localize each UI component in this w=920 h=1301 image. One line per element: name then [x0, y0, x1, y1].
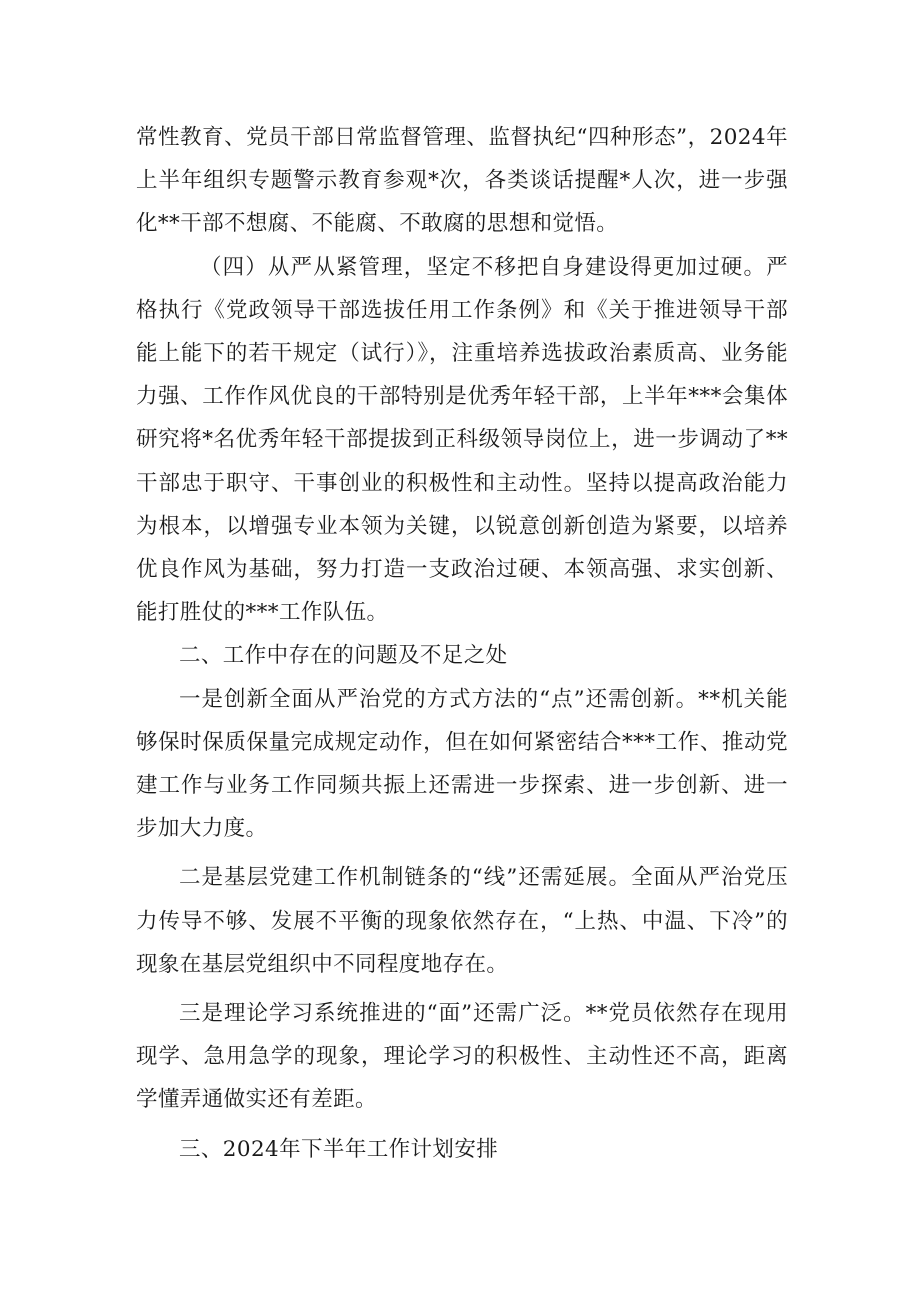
section-heading-problems: 二、工作中存在的问题及不足之处 [179, 643, 508, 669]
document-body [136, 116, 788, 1171]
paragraph-problem-three: 三是理论学习系统推进的“面”还需广泛。**党员依然存在现用现学、急用急学的现象，理论学习的积极性、主动性还不高，距离学懂弄通做实还有差距。 [136, 1001, 788, 1113]
section-heading-plan: 三、2024年下半年工作计划安排 [179, 1136, 499, 1162]
paragraph-problem-two: 二是基层党建工作机制链条的“线”还需延展。全面从严治党压力传导不够、发展不平衡的现象依然存在，“上热、中温、下冷”的现象在基层党组织中不同程度地存在。 [136, 865, 788, 977]
paragraph-continued: 常性教育、党员干部日常监督管理、监督执纪“四种形态”，2024年上半年组织专题警示教育参观*次，各类谈话提醒*人次，进一步强化**干部不想腐、不能腐、不敢腐的思想和觉悟。 [136, 125, 788, 237]
paragraph-section-four: （四）从严从紧管理，坚定不移把自身建设得更加过硬。严格执行《党政领导干部选拔任用工作条例》和《关于推进领导干部能上能下的若干规定（试行）》，注重培养选拔政治素质高、业务能力强、工作作风优良的干部特别是优秀年轻干部，上半年***会集体研究将*名优秀年轻干部提拔到正科级领导岗位上，进一步调动了**干部忠于职守、干事创业的积极性和主动性。坚持以提高政治能力为根本，以增强专业本领为关键，以锐意创新创造为紧要，以培养优良作风为基础，努力打造一支政治过硬、本领高强、求实创新、能打胜仗的***工作队伍。 [136, 254, 788, 626]
paragraph-problem-one: 一是创新全面从严治党的方式方法的“点”还需创新。**机关能够保时保质保量完成规定动作，但在如何紧密结合***工作、推动党建工作与业务工作同频共振上还需进一步探索、进一步创新、进一步加大力度。 [136, 686, 788, 842]
